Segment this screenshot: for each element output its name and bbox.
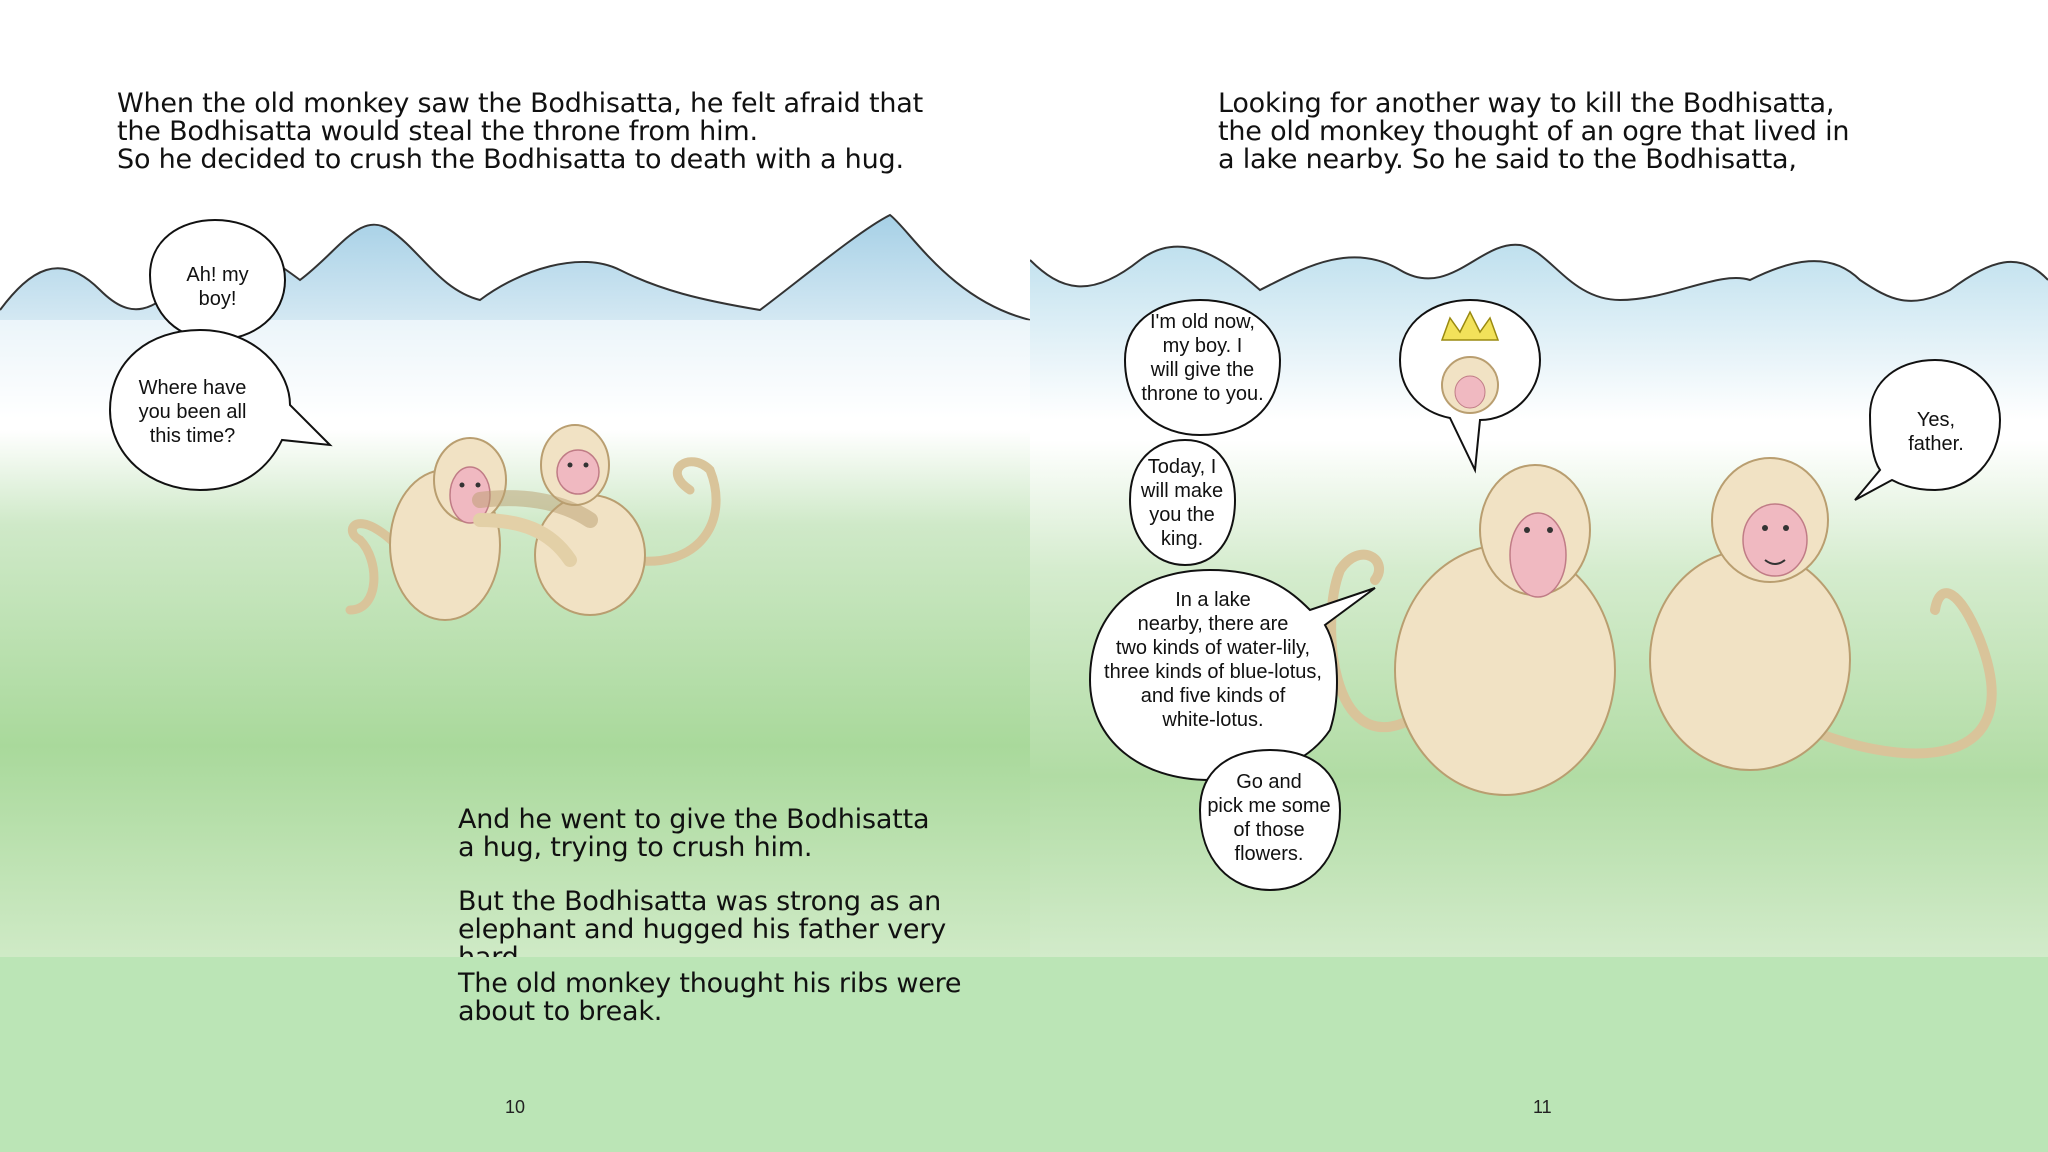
bottom-narration-1: And he went to give the Bodhisatta a hug, trying to crush him. <box>458 804 930 863</box>
grass-field <box>0 430 1030 957</box>
bubble-text-in-a-lake: In a lake nearby, there are two kinds of water-lily, three kinds of blue-lotus, and five kinds of white-lotus. <box>1104 589 1322 731</box>
bottom-narration-3: The old monkey thought his ribs were about to break. <box>458 968 962 1027</box>
page-number-left: 10 <box>505 1097 526 1117</box>
bubble-text-where-have-you-been: Where have you been all this time? <box>138 377 247 447</box>
page-number-right: 11 <box>1533 1097 1552 1117</box>
bottom-band <box>0 957 2048 1152</box>
bubble-text-im-old-now: I'm old now, my boy. I will give the throne to you. <box>1141 311 1264 405</box>
bubble-text-ah-my-boy: Ah! my boy! <box>186 264 249 310</box>
bubble-text-yes-father: Yes, father. <box>1908 409 1964 455</box>
bubble-text-go-and-pick: Go and pick me some of those flowers. <box>1207 771 1331 865</box>
bottom-narration-2: But the Bodhisatta was strong as an elephant and hugged his father very <box>458 886 946 945</box>
bubble-text-today-i-will: Today, I will make you the king. <box>1140 456 1224 550</box>
top-narration-right: Looking for another way to kill the Bodhisatta, the old monkey thought of an ogre that lived in a lake nearby. So he said to the Bodhisatta, <box>1218 88 1850 175</box>
top-narration-left: When the old monkey saw the Bodhisatta, he felt afraid that the Bodhisatta would steal the throne from him. So he decided to crush the Bodhisatta to death with a hug. <box>117 88 924 175</box>
